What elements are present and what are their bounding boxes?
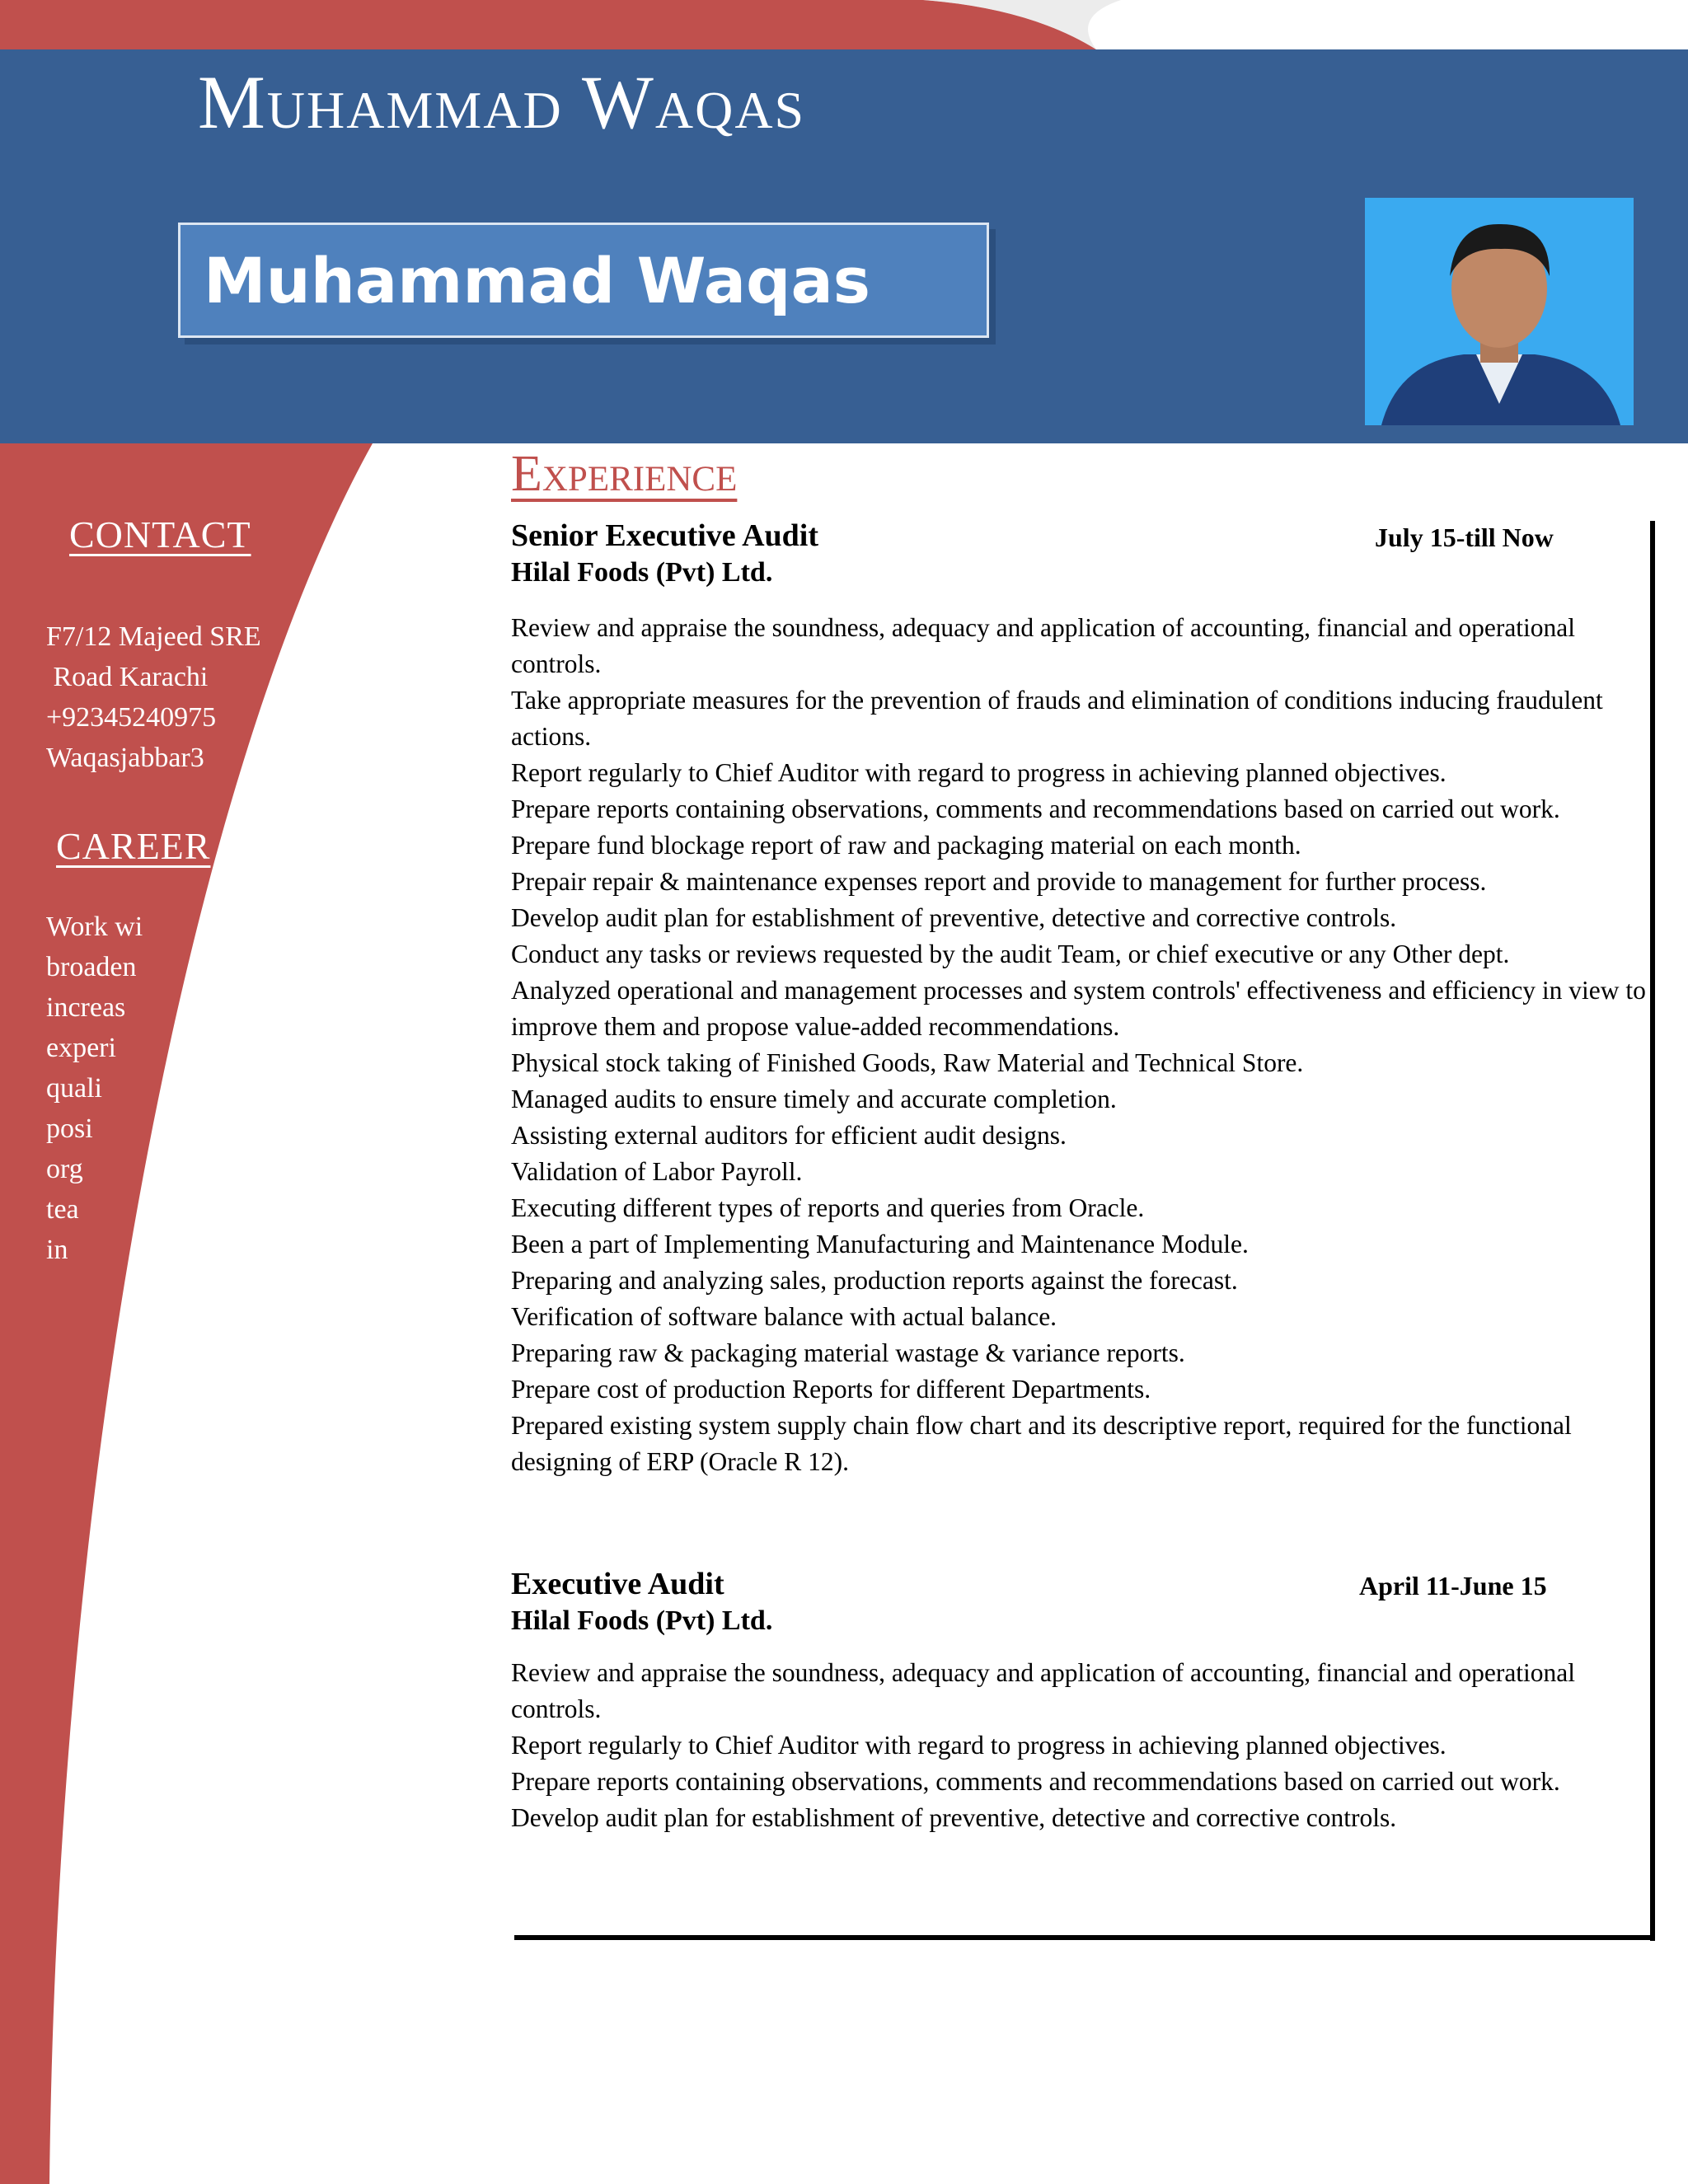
duty-item: Executing different types of reports and queries from Oracle. [511, 1193, 1145, 1222]
duty-item: Prepare reports containing observations, comments and recommendations based on carried out work. [511, 1767, 1560, 1796]
career-heading: CAREER [56, 825, 211, 867]
career-line: in [46, 1235, 68, 1265]
job-company: Hilal Foods (Pvt) Ltd. [511, 1605, 773, 1636]
border-bottom-rule [514, 1935, 1655, 1940]
job-title: Executive Audit [511, 1567, 724, 1601]
duty-item: Physical stock taking of Finished Goods, Raw Material and Technical Store. [511, 1048, 1304, 1077]
career-line: Work wi [46, 912, 143, 942]
duty-item: Assisting external auditors for efficient audit designs. [511, 1121, 1067, 1150]
contact-address-line-1: F7/12 Majeed SRE [46, 621, 261, 652]
duty-item: Develop audit plan for establishment of preventive, detective and corrective controls. [511, 1803, 1397, 1832]
career-line: broaden [46, 952, 137, 982]
sidebar [0, 445, 511, 2184]
duty-item: Conduct any tasks or reviews requested by the audit Team, or chief executive or any Other dept. [511, 940, 1510, 968]
duty-item: Prepare fund blockage report of raw and packaging material on each month. [511, 831, 1301, 860]
experience-heading: Experience [511, 446, 738, 502]
profile-photo [1365, 198, 1634, 425]
duty-item: Develop audit plan for establishment of preventive, detective and corrective controls. [511, 903, 1397, 932]
duty-item: Verification of software balance with actual balance. [511, 1302, 1057, 1331]
duty-item: Prepare cost of production Reports for different Departments. [511, 1375, 1151, 1404]
duty-item: Been a part of Implementing Manufacturing and Maintenance Module. [511, 1230, 1249, 1258]
duty-item: Report regularly to Chief Auditor with regard to progress in achieving planned objectives. [511, 1731, 1447, 1760]
job-date: July 15-till Now [1375, 523, 1554, 552]
contact-phone: +92345240975 [46, 702, 217, 733]
name-box-text: Muhammad Waqas [204, 244, 870, 317]
duty-item: Prepared existing system supply chain flow chart and its descriptive report, required for the functional designing of ERP (Oracle R 12). [511, 1411, 1572, 1476]
duty-item: Review and appraise the soundness, adequacy and application of accounting, financial and operational controls. [511, 613, 1576, 678]
job-company: Hilal Foods (Pvt) Ltd. [511, 557, 773, 588]
contact-heading: CONTACT [69, 513, 251, 555]
job-title: Senior Executive Audit [511, 518, 818, 553]
contact-email: Waqasjabbar3 [46, 743, 204, 773]
duty-item: Validation of Labor Payroll. [511, 1157, 803, 1186]
career-line: increas [46, 992, 126, 1023]
career-line: posi [46, 1113, 93, 1144]
duty-item: Report regularly to Chief Auditor with regard to progress in achieving planned objectives. [511, 758, 1447, 787]
duty-item: Prepare reports containing observations, comments and recommendations based on carried out work. [511, 794, 1560, 823]
career-line: experi [46, 1033, 116, 1063]
duties-list [511, 610, 1648, 1480]
job-date: April 11-June 15 [1359, 1571, 1547, 1601]
duties-list [511, 1655, 1648, 1836]
duty-item: Preparing and analyzing sales, production reports against the forecast. [511, 1266, 1238, 1295]
career-line: org [46, 1154, 83, 1184]
header-title: Muhammad Waqas [198, 60, 806, 144]
top-accent-band [0, 0, 1096, 49]
border-right-rule [1650, 521, 1655, 1941]
career-line: tea [46, 1194, 79, 1225]
duty-item: Review and appraise the soundness, adequacy and application of accounting, financial and operational controls. [511, 1658, 1576, 1723]
duty-item: Analyzed operational and management processes and system controls' effectiveness and efficiency in view to improve them and propose value-added recommendations. [511, 976, 1646, 1041]
name-box [178, 223, 989, 338]
duty-item: Prepair repair & maintenance expenses report and provide to management for further process. [511, 867, 1487, 896]
career-line: quali [46, 1073, 102, 1104]
contact-address-line-2: Road Karachi [46, 662, 209, 692]
duty-item: Managed audits to ensure timely and accurate completion. [511, 1085, 1117, 1113]
profile-photo-illustration [1365, 198, 1634, 425]
duty-item: Preparing raw & packaging material wastage & variance reports. [511, 1338, 1185, 1367]
duty-item: Take appropriate measures for the prevention of frauds and elimination of conditions inducing fraudulent actions. [511, 686, 1603, 751]
